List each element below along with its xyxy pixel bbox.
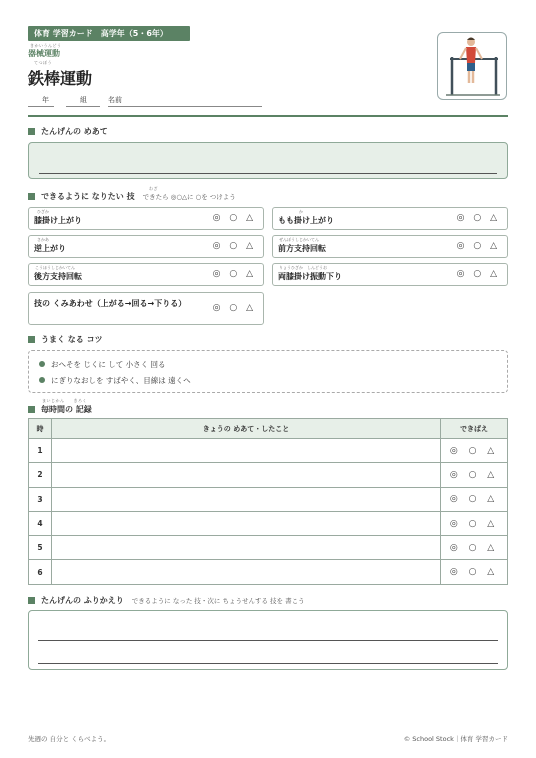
column-header: 時 (29, 419, 52, 439)
rating-marks[interactable]: ◎ ○ △ (212, 303, 256, 313)
gymnast-on-bar-icon (438, 33, 508, 101)
rating-marks[interactable]: ◎ ○ △ (441, 536, 508, 560)
column-header: きょうの めあて・したこと (51, 419, 440, 439)
table-row: 4 ◎ ○ △ (29, 511, 508, 535)
skill-card[interactable]: か もも掛け上がり ◎ ○ △ (272, 207, 508, 230)
table-row: 5 ◎ ○ △ (29, 536, 508, 560)
record-cell[interactable] (51, 560, 440, 584)
bullet-square-icon (28, 597, 35, 604)
record-table (28, 418, 508, 585)
column-header: できばえ (441, 419, 508, 439)
bullet-dot-icon (39, 377, 45, 383)
goal-input-box[interactable] (28, 142, 508, 179)
record-cell[interactable] (51, 536, 440, 560)
table-row: 6 ◎ ○ △ (29, 560, 508, 584)
rating-marks[interactable]: ◎ ○ △ (212, 241, 256, 251)
log-heading: 毎時間の 記録 (28, 404, 92, 415)
skill-card[interactable]: こうほうしじかいてん 後方支持回転 ◎ ○ △ (28, 263, 264, 286)
skills-heading-ruby: わざ (149, 186, 158, 191)
table-row: 3 ◎ ○ △ (29, 487, 508, 511)
reflection-input-box[interactable] (28, 610, 508, 670)
rating-marks[interactable]: ◎ ○ △ (441, 439, 508, 463)
page-title: 鉄棒運動 (28, 69, 93, 88)
skill-card[interactable]: さかあ 逆上がり ◎ ○ △ (28, 235, 264, 258)
table-row: 1 ◎ ○ △ (29, 439, 508, 463)
bullet-square-icon (28, 406, 35, 413)
tips-box (28, 350, 508, 393)
year-label: 年 (42, 96, 49, 104)
rating-marks[interactable]: ◎ ○ △ (441, 463, 508, 487)
record-cell[interactable] (51, 439, 440, 463)
class-label: 組 (80, 96, 87, 104)
title-ruby: てつぼう (34, 60, 52, 65)
name-label: 名前 (108, 96, 122, 104)
goal-heading: たんげんの めあて (28, 126, 108, 137)
rating-marks[interactable]: ◎ ○ △ (441, 560, 508, 584)
footer-credit: © School Stock｜体育 学習カード (403, 735, 508, 743)
skill-card[interactable]: 技の くみあわせ（上がる→回る→下りる） ◎ ○ △ (28, 292, 264, 325)
rating-marks[interactable]: ◎ ○ △ (212, 269, 256, 279)
tips-heading: うまく なる コツ (28, 334, 103, 345)
table-row: 2 ◎ ○ △ (29, 463, 508, 487)
rating-marks[interactable]: ◎ ○ △ (441, 487, 508, 511)
student-info-row (28, 95, 264, 107)
reflection-heading: たんげんの ふりかえり できるように なった 技・次に ちょうせんする 技を 書こう (28, 595, 305, 606)
rating-marks[interactable]: ◎ ○ △ (212, 213, 256, 223)
rating-marks[interactable]: ◎ ○ △ (456, 269, 500, 279)
record-cell[interactable] (51, 463, 440, 487)
bullet-dot-icon (39, 361, 45, 367)
class-field[interactable] (66, 106, 100, 107)
rating-marks[interactable]: ◎ ○ △ (456, 241, 500, 251)
subtitle: 器械運動 (28, 49, 60, 58)
illustration-frame (437, 32, 507, 100)
rating-marks[interactable]: ◎ ○ △ (456, 213, 500, 223)
bullet-square-icon (28, 128, 35, 135)
name-field[interactable] (108, 106, 262, 107)
log-heading-ruby: まいじかん きろく (42, 398, 87, 403)
header-band: 体育 学習カード 高学年（5・6年） (28, 26, 190, 41)
bullet-square-icon (28, 193, 35, 200)
record-cell[interactable] (51, 487, 440, 511)
header-divider (28, 115, 508, 117)
skill-card[interactable]: ひざか 膝掛け上がり ◎ ○ △ (28, 207, 264, 230)
bullet-square-icon (28, 336, 35, 343)
rating-marks[interactable]: ◎ ○ △ (441, 511, 508, 535)
skill-card[interactable]: りょうひざか しんどうお 両膝掛け振動下り ◎ ○ △ (272, 263, 508, 286)
record-cell[interactable] (51, 511, 440, 535)
subtitle-ruby: きかいうんどう (30, 43, 62, 48)
footer-note: 先週の 自分と くらべよう。 (28, 735, 111, 743)
tip-item: おへそを じくに して 小さく 回る (39, 359, 166, 370)
skills-heading: できるように なりたい 技 できたら ◎○△に ○を つけよう (28, 191, 236, 202)
skill-card[interactable]: ぜんぽうしじかいてん 前方支持回転 ◎ ○ △ (272, 235, 508, 258)
tip-item: にぎりなおしを すばやく、目線は 遠くへ (39, 375, 191, 386)
